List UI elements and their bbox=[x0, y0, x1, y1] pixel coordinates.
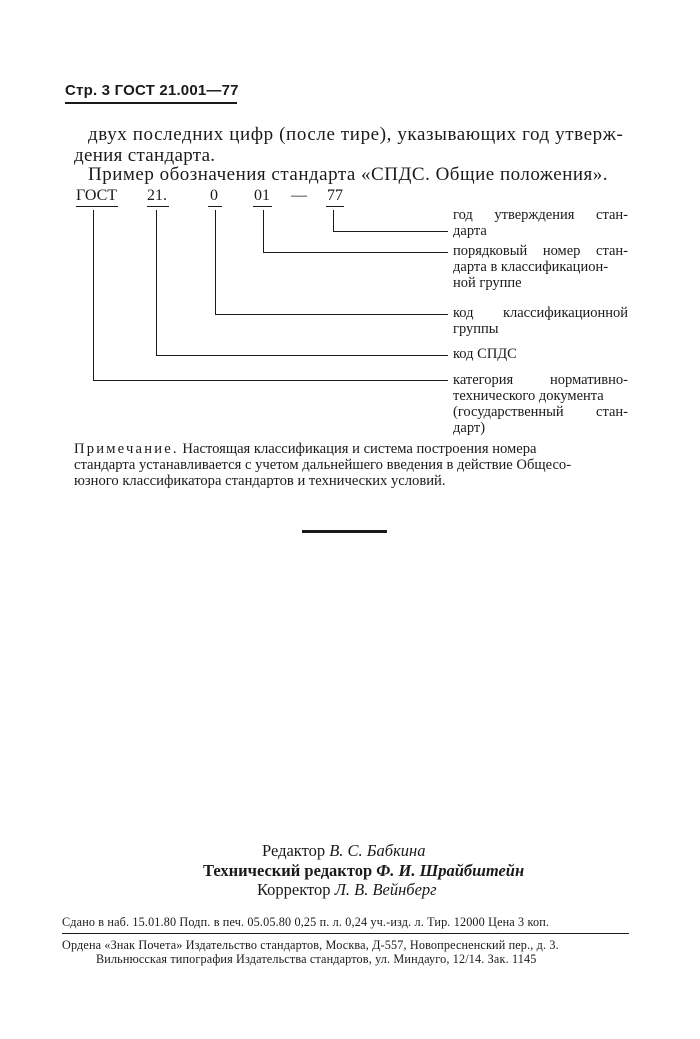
legend-year: год утверждения стан- дарта bbox=[453, 207, 628, 239]
note-line-2: стандарта устанавливается с учетом дальнейшего введения в действие Общесо- bbox=[74, 457, 572, 473]
credit-editor: Редактор В. С. Бабкина bbox=[262, 841, 426, 860]
leader-year-vertical bbox=[333, 210, 334, 232]
body-line-3: Пример обозначения стандарта «СПДС. Общие положения». bbox=[88, 164, 609, 185]
leader-number-horizontal bbox=[263, 252, 448, 253]
legend-number: порядковый номер стан- дарта в классификацион- ной группе bbox=[453, 243, 628, 291]
header-rule bbox=[65, 102, 237, 104]
code-group: 0 bbox=[210, 187, 218, 204]
imprint-rule bbox=[62, 933, 629, 934]
credit-tech-editor: Технический редактор Ф. И. Шрайбштейн bbox=[203, 861, 525, 880]
section-divider bbox=[302, 530, 387, 533]
legend-group: код классификационной группы bbox=[453, 305, 628, 337]
code-series: 21. bbox=[147, 187, 167, 204]
standard-code: ГОСТ 21.001—77 bbox=[114, 82, 239, 99]
leader-spds-horizontal bbox=[156, 355, 448, 356]
credit-proofreader: Корректор Л. В. Вейнберг bbox=[257, 880, 437, 899]
leader-number-vertical bbox=[263, 210, 264, 253]
leader-year-horizontal bbox=[333, 231, 448, 232]
note-line-3: юзного классификатора стандартов и технических условий. bbox=[74, 473, 446, 489]
note-label: Примечание. bbox=[74, 441, 179, 457]
body-line-2: дения стандарта. bbox=[74, 145, 216, 166]
imprint-line-2: Ордена «Знак Почета» Издательство стандартов, Москва, Д-557, Новопресненский пер., д. 3. bbox=[62, 938, 559, 952]
code-dash: — bbox=[291, 187, 307, 204]
code-number: 01 bbox=[254, 187, 270, 204]
note-line-1: Настоящая классификация и система построения номера bbox=[182, 441, 537, 457]
leader-group-horizontal bbox=[215, 314, 448, 315]
leader-category-horizontal bbox=[93, 380, 448, 381]
legend-spds: код СПДС bbox=[453, 346, 517, 362]
note bbox=[74, 441, 571, 489]
code-gost-underline bbox=[76, 206, 118, 207]
imprint-line-1: Сдано в наб. 15.01.80 Подп. в печ. 05.05.80 0,25 п. л. 0,24 уч.-изд. л. Тир. 12000 Цена 3 коп. bbox=[62, 915, 550, 929]
code-gost: ГОСТ bbox=[76, 187, 118, 204]
code-year-underline bbox=[326, 206, 344, 207]
leader-spds-vertical bbox=[156, 210, 157, 356]
code-group-underline bbox=[208, 206, 222, 207]
code-number-underline bbox=[253, 206, 272, 207]
page-number: Стр. 3 bbox=[65, 82, 111, 99]
legend-category: категория нормативно- технического документа (государственный стан- дарт) bbox=[453, 372, 628, 436]
page-header bbox=[65, 82, 239, 99]
code-series-underline bbox=[147, 206, 169, 207]
leader-category-vertical bbox=[93, 210, 94, 381]
imprint-line-3: Вильнюсская типография Издательства стандартов, ул. Миндауго, 12/14. Зак. 1145 bbox=[96, 952, 537, 966]
leader-group-vertical bbox=[215, 210, 216, 315]
body-line-1: двух последних цифр (после тире), указывающих год утверж- bbox=[88, 124, 624, 145]
code-year: 77 bbox=[327, 187, 343, 204]
